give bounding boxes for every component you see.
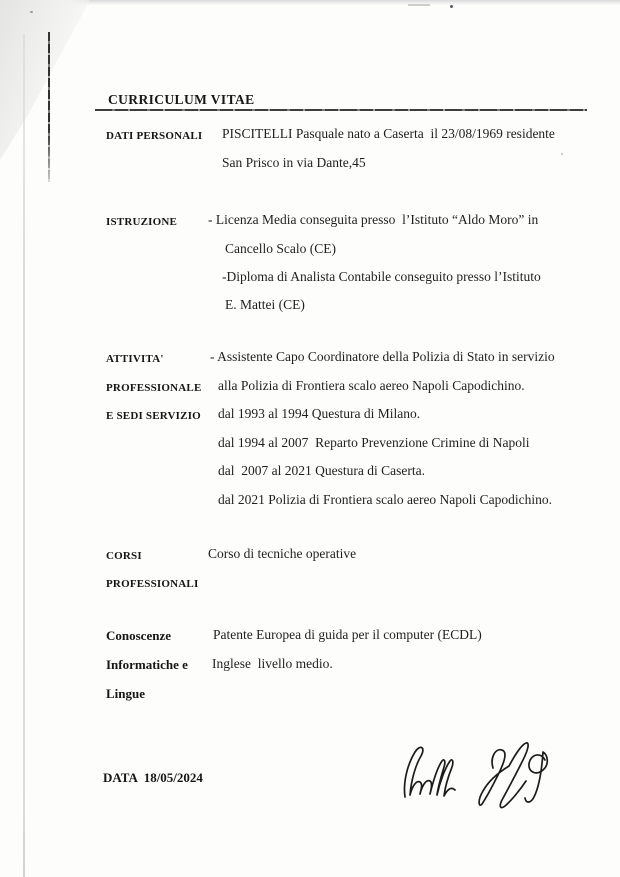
scan-artifact-top-strip (0, 0, 620, 5)
scan-artifact-paper-edge (23, 34, 25, 877)
activity-line-5: dal 2007 al 2021 Questura di Caserta. (218, 463, 425, 478)
signature-stroke-last-name (479, 743, 528, 808)
document-title: CURRICULUM VITAE (108, 92, 255, 107)
signature-stroke-final-flourish (525, 752, 547, 802)
activity-line-1: - Assistente Capo Coordinatore della Polizia di Stato in servizio (210, 349, 555, 364)
scan-artifact-dark-line (48, 32, 50, 182)
personal-line-1: PISCITELLI Pasquale nato a Caserta il 23/08/1969 residente (222, 126, 555, 141)
activity-line-4: dal 1994 al 2007 Reparto Prevenzione Crimine di Napoli (218, 435, 530, 450)
education-line-2: Cancello Scalo (CE) (225, 241, 336, 256)
courses-line-1: Corso di tecniche operative (208, 546, 357, 561)
label-e-sedi-servizio: E SEDI SERVIZIO (106, 410, 201, 422)
label-conoscenze: Conoscenze (106, 628, 171, 643)
label-dati-personali: DATI PERSONALI (106, 130, 203, 142)
label-professionali: PROFESSIONALI (106, 578, 199, 590)
scan-speck (561, 153, 563, 155)
label-corsi: CORSI (106, 550, 142, 562)
scan-speck (450, 5, 453, 8)
personal-line-2: San Prisco in via Dante,45 (222, 155, 366, 170)
skills-line-2: Inglese livello medio. (212, 656, 333, 671)
signature-stroke-first-name (404, 747, 455, 797)
activity-line-2: alla Polizia di Frontiera scalo aereo Napoli Capodichino. (218, 378, 525, 393)
scan-speck-dash (408, 4, 430, 6)
education-line-4: E. Mattei (CE) (225, 297, 305, 312)
activity-line-3: dal 1993 al 1994 Questura di Milano. (218, 406, 421, 421)
scan-speck (30, 11, 33, 13)
date-line: DATA 18/05/2024 (103, 770, 203, 785)
label-attivita: ATTIVITA' (106, 353, 164, 365)
skills-line-1: Patente Europea di guida per il computer (ECDL) (213, 627, 482, 642)
title-underline (95, 109, 587, 111)
activity-line-6: dal 2021 Polizia di Frontiera scalo aereo Napoli Capodichino. (218, 492, 553, 507)
education-line-3: -Diploma di Analista Contabile conseguito presso l’Istituto (222, 269, 541, 284)
signature-handwritten (392, 735, 572, 813)
education-line-1: - Licenza Media conseguita presso l’Istituto “Aldo Moro” in (208, 212, 539, 227)
label-lingue: Lingue (106, 686, 146, 701)
label-professionale: PROFESSIONALE (106, 382, 202, 394)
label-informatiche: Informatiche e (106, 657, 188, 672)
label-istruzione: ISTRUZIONE (106, 216, 178, 228)
